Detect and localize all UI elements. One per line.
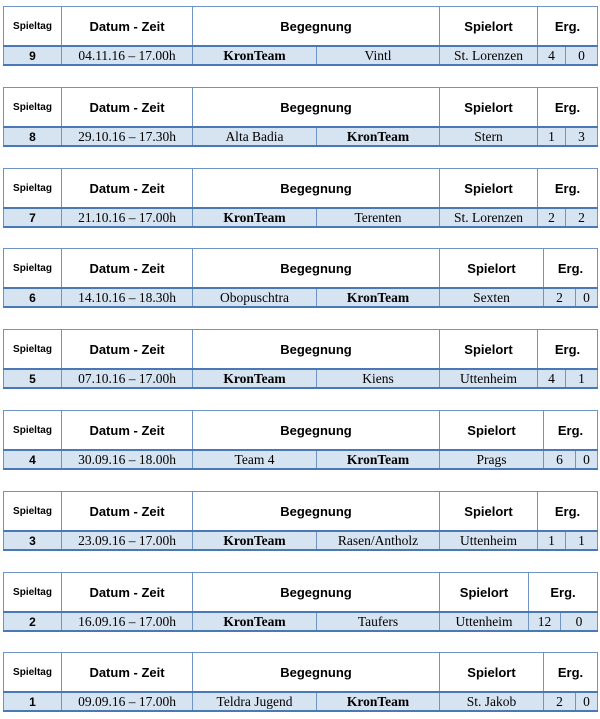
header-begegnung: Begegnung [193, 330, 440, 370]
away-score: 0 [576, 692, 598, 711]
match-block [3, 572, 597, 632]
header-row [4, 573, 598, 613]
home-score: 4 [538, 369, 566, 388]
match-datetime: 04.11.16 – 17.00h [62, 46, 193, 65]
match-table [3, 6, 598, 66]
header-begegnung: Begegnung [193, 653, 440, 693]
match-table [3, 248, 598, 308]
match-table [3, 491, 598, 551]
away-team: KronTeam [317, 288, 440, 307]
match-datetime: 09.09.16 – 17.00h [62, 692, 193, 711]
away-team: Kiens [317, 369, 440, 388]
match-table [3, 168, 598, 228]
away-score: 1 [566, 531, 598, 550]
header-row [4, 492, 598, 532]
away-team: Taufers [317, 612, 440, 631]
match-row [4, 127, 598, 146]
header-row [4, 330, 598, 370]
header-datum-zeit: Datum - Zeit [62, 169, 193, 209]
away-score: 2 [566, 208, 598, 227]
home-score: 2 [544, 288, 576, 307]
home-score: 1 [538, 127, 566, 146]
home-score: 2 [538, 208, 566, 227]
header-row [4, 169, 598, 209]
match-block [3, 329, 597, 389]
away-team: KronTeam [317, 692, 440, 711]
home-team: Obopuschtra [193, 288, 317, 307]
header-datum-zeit: Datum - Zeit [62, 411, 193, 451]
venue: Sexten [440, 288, 544, 307]
header-spieltag: Spieltag [4, 88, 62, 128]
away-score: 0 [561, 612, 598, 631]
header-spieltag: Spieltag [4, 330, 62, 370]
header-ergebnis: Erg. [538, 492, 598, 532]
header-ergebnis: Erg. [538, 169, 598, 209]
match-table [3, 329, 598, 389]
away-team: KronTeam [317, 127, 440, 146]
match-block [3, 410, 597, 470]
spieltag-number: 6 [4, 288, 62, 307]
match-row [4, 450, 598, 469]
header-ergebnis: Erg. [538, 330, 598, 370]
header-ergebnis: Erg. [544, 411, 598, 451]
header-datum-zeit: Datum - Zeit [62, 573, 193, 613]
match-block [3, 652, 597, 712]
match-block [3, 491, 597, 551]
header-row [4, 411, 598, 451]
match-row [4, 531, 598, 550]
match-table [3, 410, 598, 470]
header-spielort: Spielort [440, 169, 538, 209]
spieltag-number: 1 [4, 692, 62, 711]
header-spielort: Spielort [440, 7, 538, 47]
spieltag-number: 2 [4, 612, 62, 631]
header-datum-zeit: Datum - Zeit [62, 7, 193, 47]
venue: Uttenheim [440, 369, 538, 388]
spieltag-number: 7 [4, 208, 62, 227]
spieltag-number: 4 [4, 450, 62, 469]
header-datum-zeit: Datum - Zeit [62, 492, 193, 532]
header-begegnung: Begegnung [193, 492, 440, 532]
away-team: Terenten [317, 208, 440, 227]
header-spielort: Spielort [440, 492, 538, 532]
header-spieltag: Spieltag [4, 573, 62, 613]
header-begegnung: Begegnung [193, 7, 440, 47]
home-team: KronTeam [193, 369, 317, 388]
match-block [3, 6, 597, 66]
header-ergebnis: Erg. [538, 88, 598, 128]
spieltag-number: 8 [4, 127, 62, 146]
header-spieltag: Spieltag [4, 249, 62, 289]
header-spielort: Spielort [440, 411, 544, 451]
venue: St. Jakob [440, 692, 544, 711]
venue: Uttenheim [440, 531, 538, 550]
header-spieltag: Spieltag [4, 411, 62, 451]
header-row [4, 249, 598, 289]
header-spieltag: Spieltag [4, 653, 62, 693]
header-ergebnis: Erg. [544, 653, 598, 693]
match-datetime: 14.10.16 – 18.30h [62, 288, 193, 307]
spieltag-number: 3 [4, 531, 62, 550]
away-team: Vintl [317, 46, 440, 65]
header-datum-zeit: Datum - Zeit [62, 330, 193, 370]
header-ergebnis: Erg. [538, 7, 598, 47]
header-row [4, 88, 598, 128]
header-spieltag: Spieltag [4, 7, 62, 47]
venue: Uttenheim [440, 612, 529, 631]
home-score: 4 [538, 46, 566, 65]
header-spieltag: Spieltag [4, 169, 62, 209]
home-team: Teldra Jugend [193, 692, 317, 711]
home-score: 1 [538, 531, 566, 550]
header-begegnung: Begegnung [193, 573, 440, 613]
header-spielort: Spielort [440, 573, 529, 613]
header-ergebnis: Erg. [529, 573, 598, 613]
match-row [4, 369, 598, 388]
venue: St. Lorenzen [440, 208, 538, 227]
home-team: KronTeam [193, 531, 317, 550]
header-ergebnis: Erg. [544, 249, 598, 289]
header-begegnung: Begegnung [193, 249, 440, 289]
match-block [3, 87, 597, 147]
header-spieltag: Spieltag [4, 492, 62, 532]
header-datum-zeit: Datum - Zeit [62, 88, 193, 128]
home-score: 12 [529, 612, 561, 631]
match-table [3, 652, 598, 712]
spieltag-number: 9 [4, 46, 62, 65]
away-team: KronTeam [317, 450, 440, 469]
header-row [4, 653, 598, 693]
home-score: 2 [544, 692, 576, 711]
match-row [4, 208, 598, 227]
venue: Stern [440, 127, 538, 146]
match-datetime: 16.09.16 – 17.00h [62, 612, 193, 631]
match-datetime: 23.09.16 – 17.00h [62, 531, 193, 550]
header-spielort: Spielort [440, 653, 544, 693]
header-spielort: Spielort [440, 249, 544, 289]
match-block [3, 248, 597, 308]
match-block [3, 168, 597, 228]
match-datetime: 07.10.16 – 17.00h [62, 369, 193, 388]
match-table [3, 572, 598, 632]
match-row [4, 288, 598, 307]
match-row [4, 612, 598, 631]
header-begegnung: Begegnung [193, 169, 440, 209]
home-score: 6 [544, 450, 576, 469]
home-team: KronTeam [193, 612, 317, 631]
away-team: Rasen/Antholz [317, 531, 440, 550]
away-score: 3 [566, 127, 598, 146]
match-row [4, 692, 598, 711]
header-spielort: Spielort [440, 330, 538, 370]
home-team: KronTeam [193, 208, 317, 227]
header-begegnung: Begegnung [193, 88, 440, 128]
header-datum-zeit: Datum - Zeit [62, 249, 193, 289]
home-team: KronTeam [193, 46, 317, 65]
spieltag-number: 5 [4, 369, 62, 388]
match-row [4, 46, 598, 65]
match-table [3, 87, 598, 147]
header-begegnung: Begegnung [193, 411, 440, 451]
home-team: Team 4 [193, 450, 317, 469]
header-datum-zeit: Datum - Zeit [62, 653, 193, 693]
away-score: 0 [566, 46, 598, 65]
header-row [4, 7, 598, 47]
match-datetime: 30.09.16 – 18.00h [62, 450, 193, 469]
home-team: Alta Badia [193, 127, 317, 146]
match-datetime: 29.10.16 – 17.30h [62, 127, 193, 146]
venue: St. Lorenzen [440, 46, 538, 65]
match-datetime: 21.10.16 – 17.00h [62, 208, 193, 227]
header-spielort: Spielort [440, 88, 538, 128]
venue: Prags [440, 450, 544, 469]
away-score: 1 [566, 369, 598, 388]
away-score: 0 [576, 450, 598, 469]
away-score: 0 [576, 288, 598, 307]
